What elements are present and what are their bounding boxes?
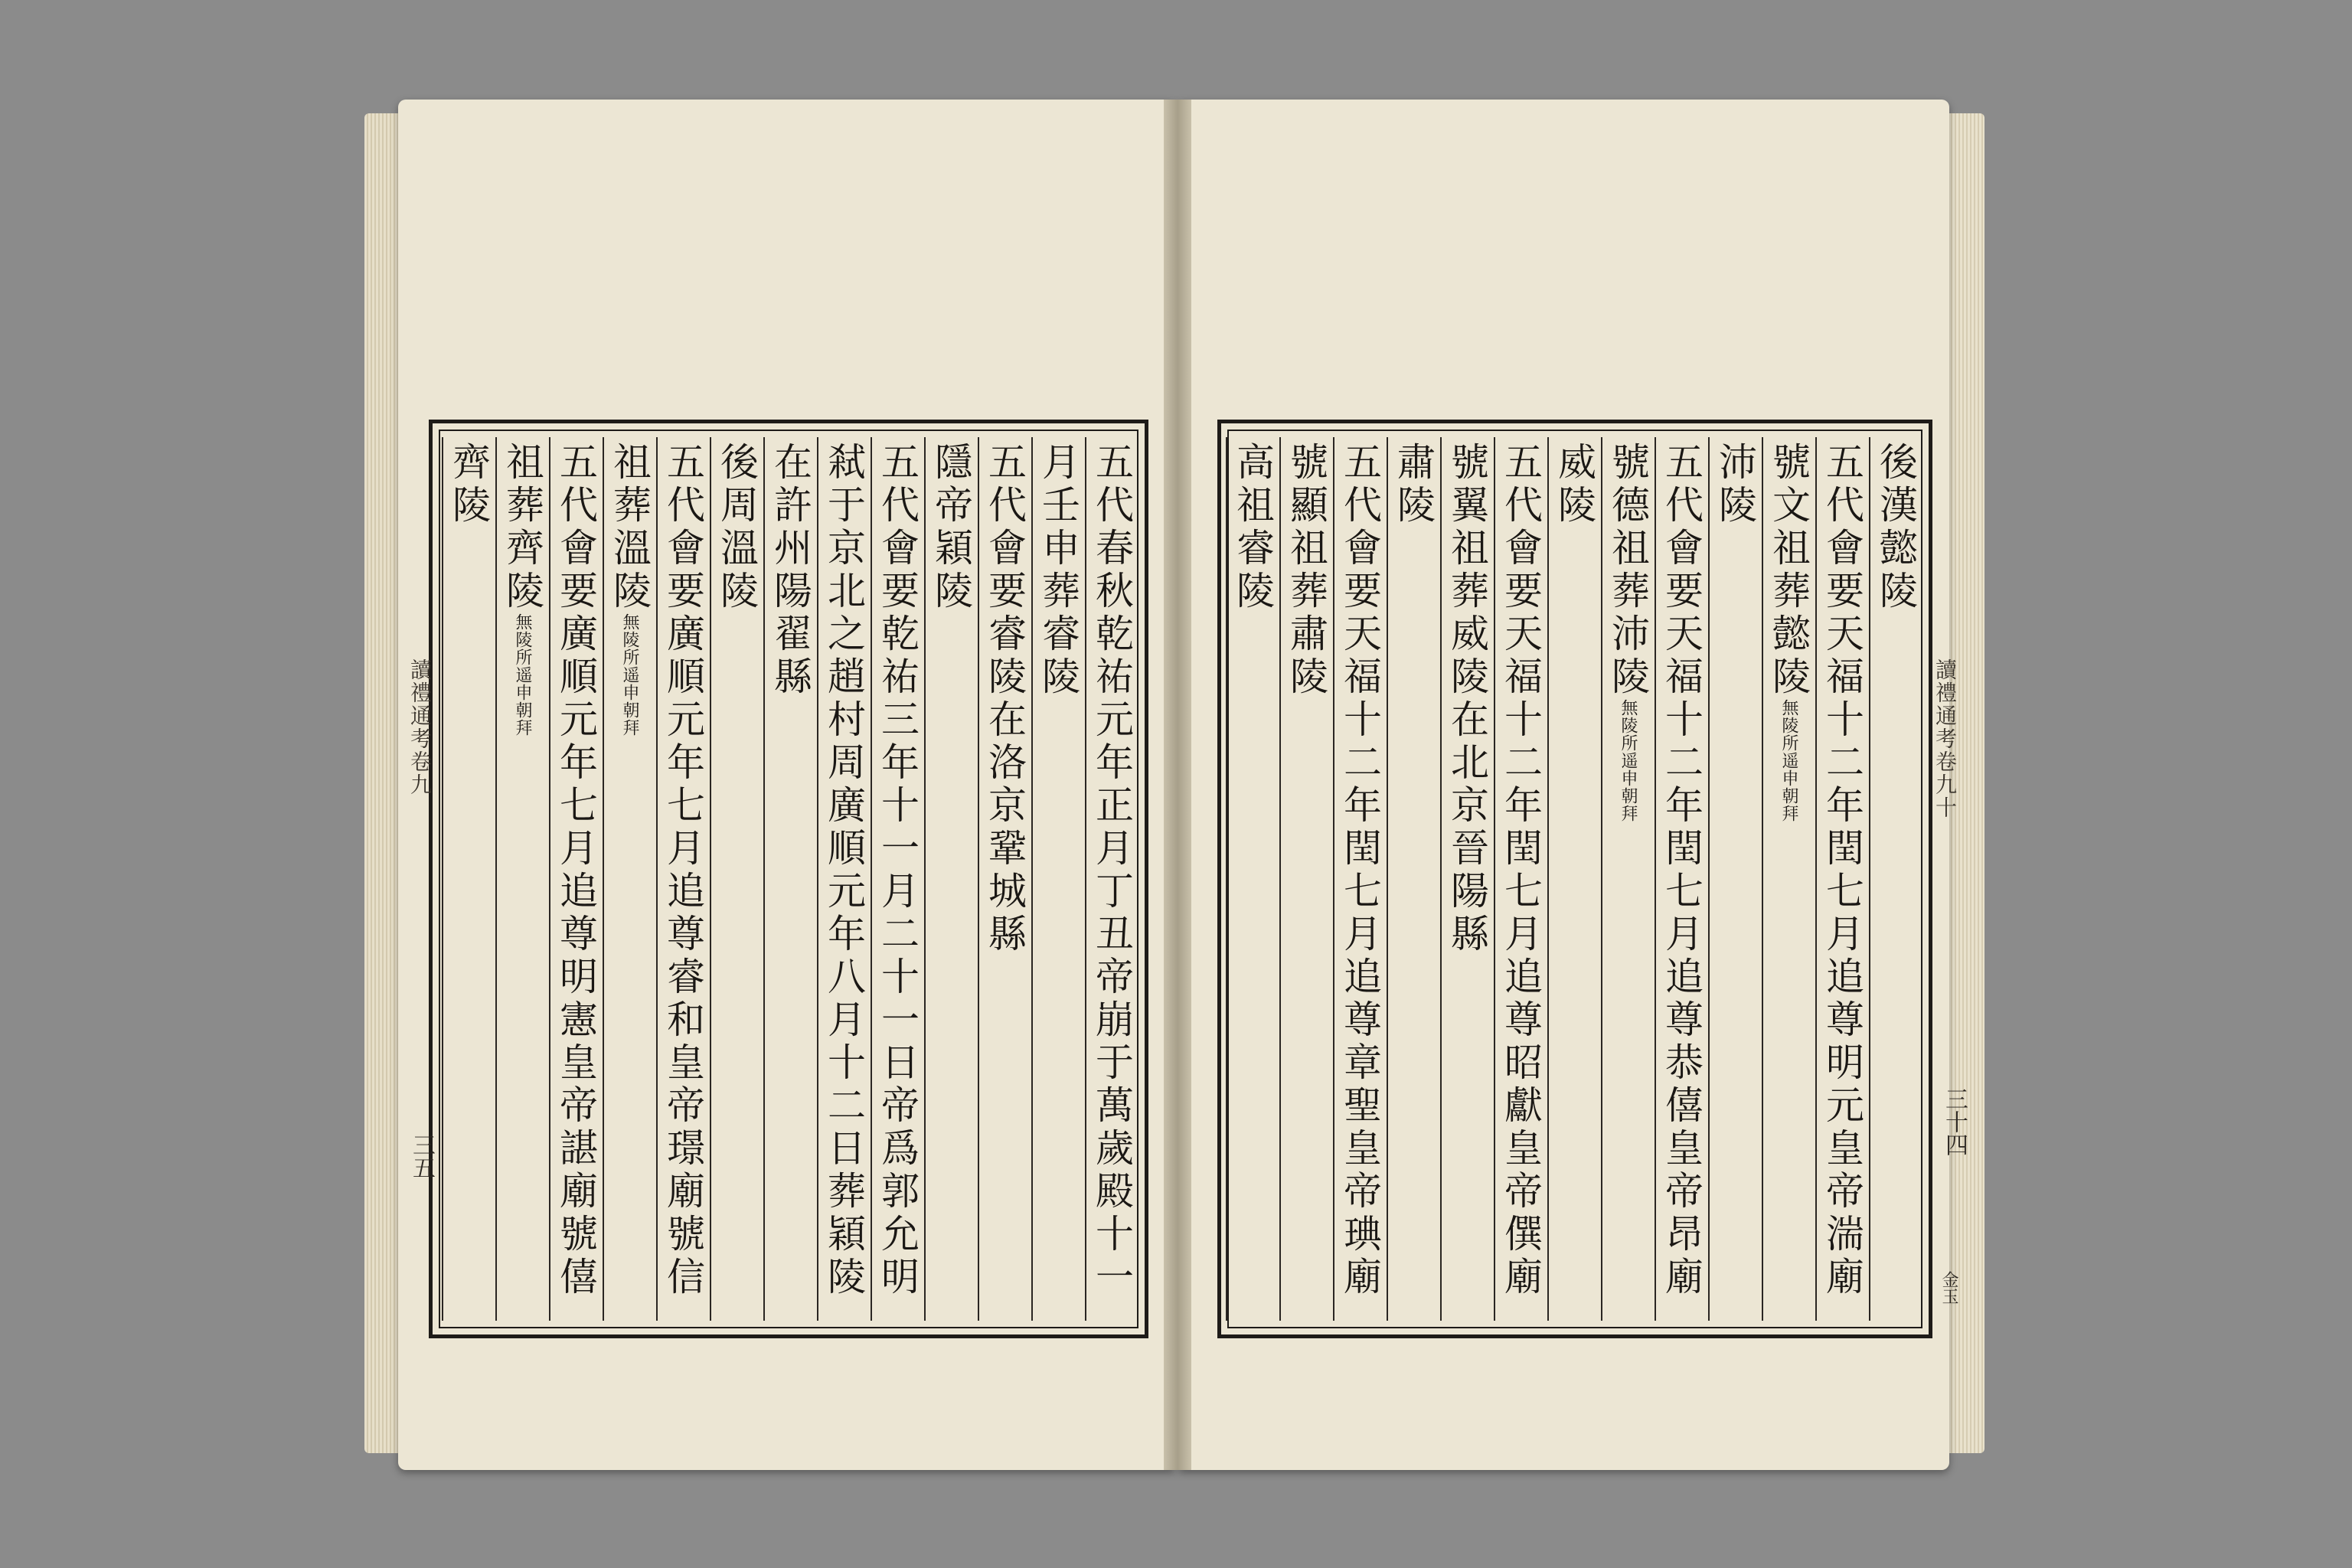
left-col-12-text: 祖葬齊陵	[500, 442, 544, 613]
right-gloss-2: 無陵所遥申朝拜	[1619, 699, 1638, 822]
left-col-9: 五代會要廣順元年七月追尊睿和皇帝璟廟號信	[656, 437, 710, 1321]
left-gloss-2: 無陵所遥申朝拜	[513, 613, 532, 737]
right-col-6	[1601, 437, 1655, 1321]
right-col-13: 高祖睿陵	[1226, 437, 1279, 1321]
right-col-3-text: 號文祖葬懿陵	[1766, 442, 1811, 699]
left-col-1: 五代春秋乾祐元年正月丁丑帝崩于萬歲殿十一	[1085, 437, 1138, 1321]
right-gloss-1: 無陵所遥申朝拜	[1779, 699, 1798, 822]
right-col-8: 五代會要天福十二年閏七月追尊昭獻皇帝僎廟	[1494, 437, 1547, 1321]
right-page-number: 三十四	[1941, 1087, 1968, 1156]
right-text-frame	[1217, 420, 1932, 1338]
left-gloss-1: 無陵所遥申朝拜	[620, 613, 639, 737]
left-col-8: 後周溫陵	[710, 437, 763, 1321]
right-col-5: 五代會要天福十二年閏七月追尊恭僖皇帝昂廟	[1655, 437, 1708, 1321]
right-col-7: 威陵	[1547, 437, 1601, 1321]
right-col-3	[1762, 437, 1815, 1321]
right-col-11: 五代會要天福十二年閏七月追尊章聖皇帝琠廟	[1333, 437, 1387, 1321]
right-col-6-text: 號德祖葬沛陵	[1606, 442, 1650, 699]
right-col-4: 沛陵	[1708, 437, 1762, 1321]
left-margin-label: 讀禮通考卷九	[407, 658, 433, 796]
left-text-frame	[429, 420, 1148, 1338]
left-col-10	[603, 437, 656, 1321]
left-col-12	[495, 437, 549, 1321]
right-margin-label: 讀禮通考卷九十	[1932, 658, 1958, 819]
left-col-3: 五代會要睿陵在洛京鞏城縣	[978, 437, 1031, 1321]
left-page-number: 三五	[408, 1133, 435, 1179]
right-seal: 金玉	[1939, 1271, 1958, 1305]
book-gutter	[1164, 100, 1191, 1470]
left-col-7: 在許州陽翟縣	[763, 437, 817, 1321]
left-col-13: 齊陵	[442, 437, 495, 1321]
left-col-6: 弒于京北之趙村周廣順元年八月十二日葬穎陵	[817, 437, 871, 1321]
right-col-12: 號顯祖葬肅陵	[1279, 437, 1333, 1321]
left-col-11: 五代會要廣順元年七月追尊明憲皇帝諶廟號僖	[549, 437, 603, 1321]
right-col-2: 五代會要天福十二年閏七月追尊明元皇帝湍廟	[1815, 437, 1869, 1321]
left-col-4: 隱帝穎陵	[924, 437, 978, 1321]
left-col-5: 五代會要乾祐三年十一月二十一日帝爲郭允明	[871, 437, 924, 1321]
right-col-9: 號翼祖葬威陵在北京晉陽縣	[1440, 437, 1494, 1321]
right-col-1: 後漢懿陵	[1869, 437, 1922, 1321]
right-col-10: 肅陵	[1387, 437, 1440, 1321]
left-col-2: 月壬申葬睿陵	[1031, 437, 1085, 1321]
left-col-10-text: 祖葬溫陵	[607, 442, 652, 613]
